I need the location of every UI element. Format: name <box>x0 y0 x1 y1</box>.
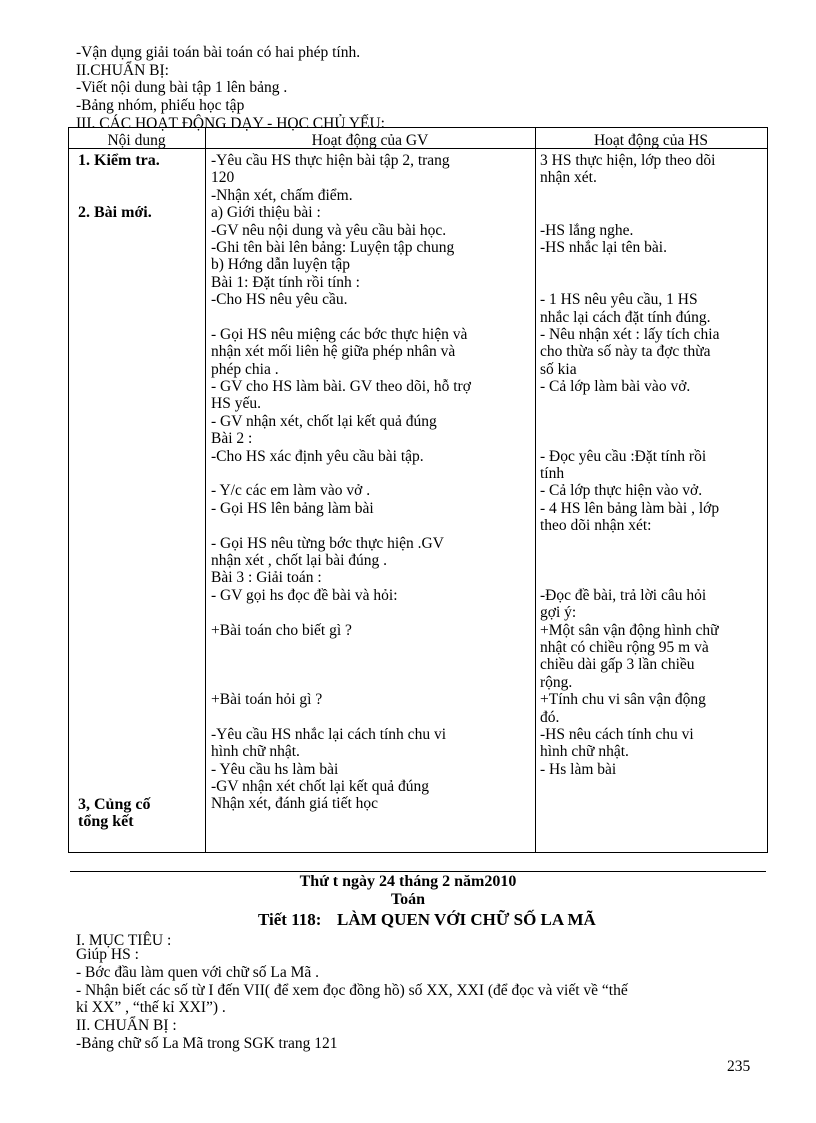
table-line: -Cho HS xác định yêu cầu bài tập. <box>211 447 424 465</box>
table-line: - 4 HS lên bảng làm bài , lớp <box>540 499 720 517</box>
table-line: -GV nêu nội dung và yêu cầu bài học. <box>211 221 447 239</box>
table-line: -Yêu cầu HS thực hiện bài tập 2, trang <box>211 152 450 169</box>
table-line: đó. <box>540 708 560 726</box>
table-line <box>540 275 719 292</box>
table-line <box>540 257 719 274</box>
table-left-border <box>68 127 69 852</box>
table-line: nhận xét. <box>540 169 597 187</box>
header-student: Hoạt động của HS <box>593 132 709 149</box>
table-line: - Gọi HS nêu miệng các bớc thực hiện và <box>211 325 468 343</box>
table-line: +Một sân vận động hình chữ <box>540 621 719 639</box>
table-line: - GV gọi hs đọc đề bài và hỏi: <box>211 586 398 604</box>
table-line <box>211 518 471 535</box>
objective-2: - Nhận biết các số từ I đến VII( để xem đọc đồng hồ) số XX, XXI (để đọc và viết về “thế <box>76 982 628 999</box>
table-line <box>540 205 719 222</box>
table-line: -GV nhận xét chốt lại kết quả đúng <box>211 778 429 796</box>
prep-item-2: -Bảng nhóm, phiếu học tập <box>76 97 245 114</box>
table-line: cho thừa số này ta đợc thừa <box>540 343 711 361</box>
table-line: HS yếu. <box>211 395 261 413</box>
table-line <box>211 310 471 327</box>
teacher-column <box>211 153 471 814</box>
prep-heading: II.CHUẨN BỊ: <box>76 62 169 79</box>
table-line: hình chữ nhật. <box>211 743 300 761</box>
table-line: rộng. <box>540 673 573 691</box>
objective-1: - Bớc đầu làm quen với chữ số La Mã . <box>76 964 320 981</box>
table-top-border <box>68 127 768 128</box>
student-column <box>540 153 719 779</box>
table-line: - Cả lớp thực hiện vào vở. <box>540 482 703 500</box>
table-bottom-border <box>68 852 768 853</box>
table-col-divider-1 <box>205 127 206 852</box>
table-line: Bài 2 : <box>211 430 253 448</box>
lesson-title: LÀM QUEN VỚI CHỮ SỐ LA MÃ <box>337 910 596 929</box>
table-line: +Tính chu vi sân vận động <box>540 691 706 709</box>
table-line: +Bài toán cho biết gì ? <box>211 621 352 639</box>
content-section-label: 1. Kiểm tra. <box>78 152 160 169</box>
help-line: Giúp HS : <box>76 946 139 963</box>
lesson-date: Thứ t ngày 24 tháng 2 năm2010 <box>299 873 517 890</box>
table-line: - Cả lớp làm bài vào vở. <box>540 378 691 396</box>
table-line: -Ghi tên bài lên bảng: Luyện tập chung <box>211 238 455 256</box>
table-line: - Đọc yêu cầu :Đặt tính rồi <box>540 447 707 465</box>
table-line: nhận xét mối liên hệ giữa phép nhân và <box>211 343 456 361</box>
table-line <box>211 710 471 727</box>
table-line <box>211 605 471 622</box>
page-number: 235 <box>727 1058 751 1075</box>
table-line: -HS nhắc lại tên bài. <box>540 238 667 256</box>
table-line: chiều dài gấp 3 lần chiều <box>540 656 695 674</box>
objective-2-cont: kỉ XX” , “thế kỉ XXI”) . <box>76 999 226 1016</box>
table-line: nhận xét , chốt lại bài đúng . <box>211 551 388 569</box>
table-line: - Nêu nhận xét : lấy tích chia <box>540 325 720 343</box>
table-line: - Hs làm bài <box>540 760 617 778</box>
table-line <box>540 553 719 570</box>
table-line: Nhận xét, đánh giá tiết học <box>211 795 379 813</box>
table-line: Bài 3 : Giải toán : <box>211 569 322 587</box>
table-line: -Yêu cầu HS nhắc lại cách tính chu vi <box>211 725 446 743</box>
content-section-label: 2. Bài mới. <box>78 204 152 222</box>
intro-line-1: -Vận dụng giải toán bài toán có hai phép tính. <box>76 44 361 61</box>
table-line: gợi ý: <box>540 604 577 622</box>
table-right-border <box>767 127 768 852</box>
table-line: -HS nêu cách tính chu vi <box>540 725 694 743</box>
activities-heading: III. CÁC HOẠT ĐỘNG DẠY - HỌC CHỦ YẾU: <box>76 115 385 132</box>
table-line <box>540 414 719 431</box>
table-line: hình chữ nhật. <box>540 743 629 761</box>
table-line <box>540 188 719 205</box>
table-line: Bài 1: Đặt tính rồi tính : <box>211 273 360 291</box>
table-line: -Đọc đề bài, trả lời câu hỏi <box>540 586 707 604</box>
table-line: - 1 HS nêu yêu cầu, 1 HS <box>540 291 698 309</box>
table-line: nhắc lại cách đặt tính đúng. <box>540 308 711 326</box>
table-line: số kia <box>540 360 577 378</box>
table-line: -Cho HS nêu yêu cầu. <box>211 291 348 309</box>
lesson-number: Tiết 118: <box>258 910 322 929</box>
table-line: -HS lắng nghe. <box>540 221 634 239</box>
prep-heading-2: II. CHUẨN BỊ : <box>76 1017 177 1034</box>
prep2-item-1: -Bảng chữ số La Mã trong SGK trang 121 <box>76 1035 338 1052</box>
table-line <box>540 431 719 448</box>
table-line <box>540 536 719 553</box>
table-line <box>211 675 471 692</box>
table-line: - Y/c các em làm vào vở . <box>211 482 371 500</box>
table-line: - Yêu cầu hs làm bài <box>211 760 339 778</box>
table-line: a) Giới thiệu bài : <box>211 204 321 222</box>
content-section-label: 3, Củng cố <box>78 795 151 813</box>
table-line: b) Hớng dẫn luyện tập <box>211 256 351 274</box>
table-line: 3 HS thực hiện, lớp theo dõi <box>540 152 716 169</box>
table-line <box>540 570 719 587</box>
table-line: +Bài toán hỏi gì ? <box>211 691 323 709</box>
table-line: - Gọi HS lên bảng làm bài <box>211 499 374 517</box>
table-line <box>211 640 471 657</box>
prep-item-1: -Viết nội dung bài tập 1 lên bảng . <box>76 79 288 96</box>
table-line: nhật có chiều rộng 95 m và <box>540 638 709 656</box>
header-content: Nội dung <box>107 132 166 149</box>
objectives-heading: I. MỤC TIÊU : <box>76 932 172 949</box>
table-line: - Gọi HS nêu từng bớc thực hiện .GV <box>211 534 444 552</box>
table-line <box>540 396 719 413</box>
table-line: tính <box>540 465 565 483</box>
table-col-divider-2 <box>535 127 536 852</box>
table-line <box>211 657 471 674</box>
table-line: -Nhận xét, chấm điểm. <box>211 186 353 204</box>
table-line <box>211 466 471 483</box>
table-line: 120 <box>211 169 235 187</box>
table-line: - GV cho HS làm bài. GV theo dõi, hỗ trợ <box>211 378 471 396</box>
table-line: phép chia . <box>211 360 279 378</box>
lesson-subject: Toán <box>390 891 426 908</box>
content-section-label: tổng kết <box>78 813 134 831</box>
table-line: - GV nhận xét, chốt lại kết quả đúng <box>211 412 437 430</box>
header-teacher: Hoạt động của GV <box>311 132 429 149</box>
section-divider <box>70 871 766 872</box>
table-line: theo dõi nhận xét: <box>540 517 652 535</box>
